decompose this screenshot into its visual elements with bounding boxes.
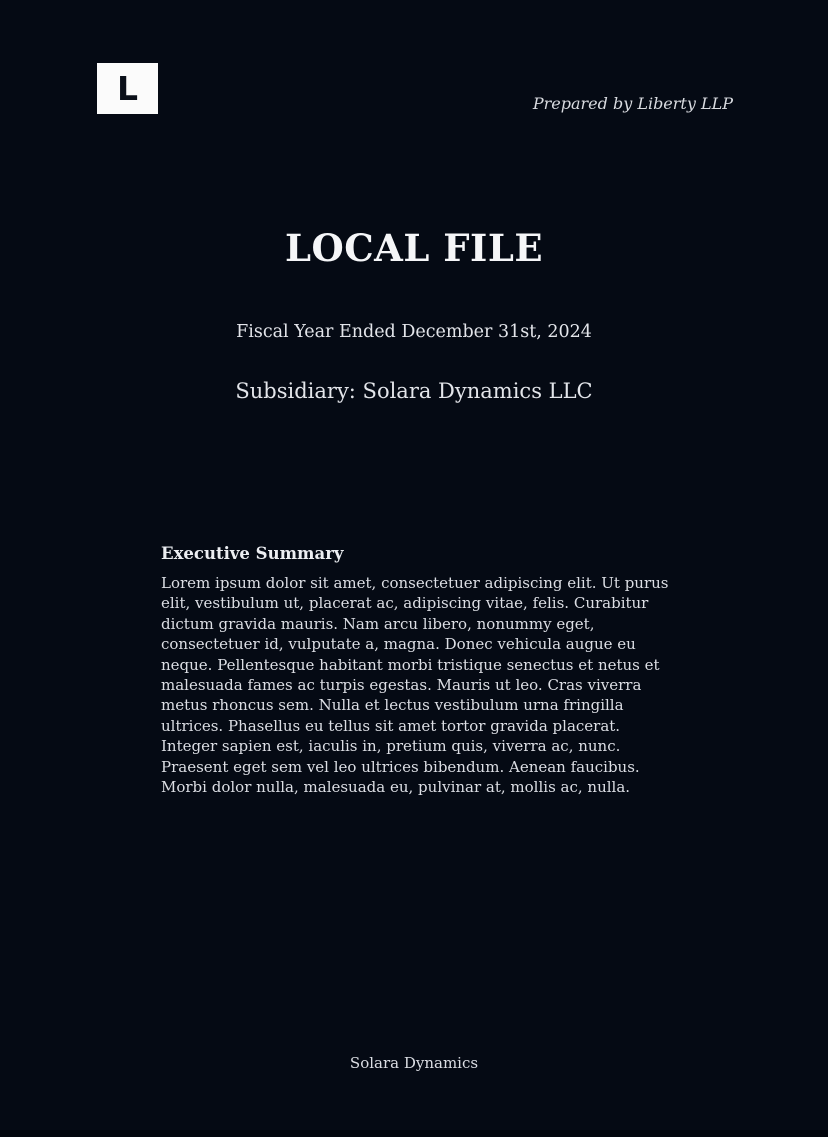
subsidiary-line: Subsidiary: Solara Dynamics LLC bbox=[235, 379, 593, 403]
document-title: LOCAL FILE bbox=[284, 226, 544, 270]
executive-summary-body: Lorem ipsum dolor sit amet, consectetuer adipiscing elit. Ut purus elit, vestibulum ut, placerat ac, adipiscing vitae, felis. Curabitur dictum gravida mauris. Nam arcu libero, nonummy eget, consectetuer id, vulputate a, magna. Donec vehicula augue eu neque. Pellentesque habitant morbi tristique senectus et netus et malesuada fames ac turpis egestas. Mauris ut leo. Cras viverra metus rhoncus sem. Nulla et lectus vestibulum urna fringilla ultrices. Phasellus eu tellus sit amet tortor gravida placerat. Integer sapien est, iaculis in, pretium quis, viverra ac, nunc. Praesent eget sem vel leo ultrices bibendum. Aenean faucibus. Morbi dolor nulla, malesuada eu, pulvinar at, mollis ac, nulla. bbox=[161, 574, 669, 797]
footer-company-name: Solara Dynamics bbox=[349, 1054, 479, 1072]
logo-letter: L bbox=[116, 69, 139, 108]
executive-summary-heading: Executive Summary bbox=[161, 544, 344, 563]
fiscal-year-line: Fiscal Year Ended December 31st, 2024 bbox=[236, 322, 592, 342]
prepared-by-text: Prepared by Liberty LLP bbox=[532, 94, 733, 113]
page-bottom-edge bbox=[0, 1130, 828, 1137]
company-logo bbox=[97, 63, 158, 114]
